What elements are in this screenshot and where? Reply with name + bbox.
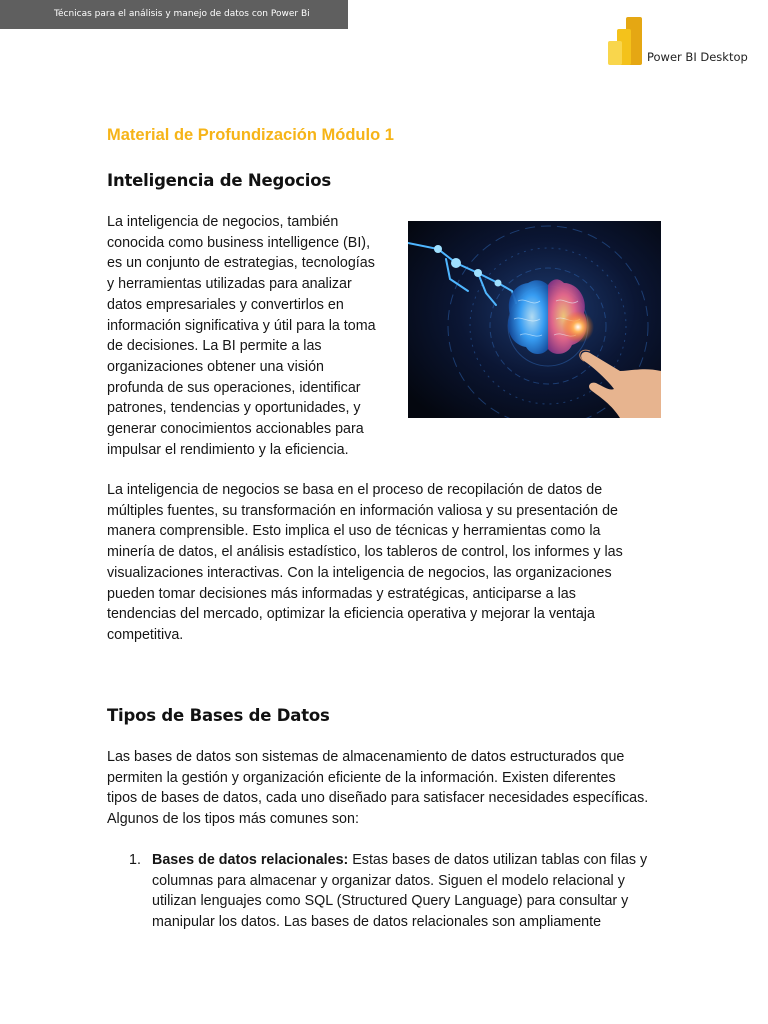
power-bi-logo-icon: [608, 17, 642, 65]
paragraph-line: información significativa y útil para la toma: [107, 317, 376, 334]
brand-name: Power BI Desktop: [647, 50, 748, 64]
paragraph-line: es un conjunto de estrategias, tecnologías: [107, 255, 375, 272]
brand: [608, 17, 758, 67]
paragraph-line: datos empresariales y convertirlos en: [107, 296, 344, 313]
paragraph-line: competitiva.: [107, 626, 184, 643]
section-label: Material de Profundización Módulo 1: [107, 126, 394, 144]
paragraph-bi-intro: [107, 212, 376, 460]
paragraph-line: minería de datos, el análisis estadístico, los tableros de control, los informes y las: [107, 544, 623, 561]
paragraph-line: La inteligencia de negocios, también: [107, 214, 339, 230]
list-item-text: Estas bases de datos utilizan tablas con filas y: [348, 852, 648, 868]
paragraph-database-intro: [107, 747, 648, 830]
paragraph-line: organizaciones obtener una visión: [107, 358, 324, 375]
paragraph-bi-process: [107, 480, 623, 646]
list-item-line: columnas para almacenar y organizar datos. Siguen el modelo relacional y: [152, 872, 625, 889]
heading-database-types: Tipos de Bases de Datos: [107, 706, 330, 725]
ai-brain-illustration-art: [408, 221, 661, 418]
paragraph-line: Algunos de los tipos más comunes son:: [107, 811, 359, 828]
list-item-number: 1.: [129, 852, 141, 868]
paragraph-line: visualizaciones interactivas. Con la inteligencia de negocios, las organizaciones: [107, 564, 612, 581]
paragraph-line: de decisiones. La BI permite a las: [107, 338, 322, 355]
paragraph-line: tipos de bases de datos, cada uno diseñado para satisfacer necesidades específicas.: [107, 790, 649, 807]
document-header-banner: Técnicas para el análisis y manejo de datos con Power Bi: [0, 0, 348, 29]
paragraph-line: Las bases de datos son sistemas de almacenamiento de datos estructurados que: [107, 749, 625, 765]
paragraph-line: permiten la gestión y organización eficiente de la información. Existen diferentes: [107, 769, 616, 786]
list-item-body: [152, 850, 647, 933]
paragraph-line: conocida como business intelligence (BI),: [107, 234, 371, 251]
list-item-term: Bases de datos relacionales:: [152, 852, 349, 868]
paragraph-line: patrones, tendencias y oportunidades, y: [107, 400, 361, 417]
paragraph-line: y herramientas utilizadas para analizar: [107, 276, 352, 293]
ai-brain-illustration: [408, 221, 661, 418]
paragraph-line: impulsar el rendimiento y la eficiencia.: [107, 441, 349, 458]
paragraph-line: profunda de sus operaciones, identificar: [107, 379, 361, 396]
list-item-line: manipular los datos. Las bases de datos relacionales son ampliamente: [152, 914, 602, 931]
heading-business-intelligence: Inteligencia de Negocios: [107, 171, 332, 190]
paragraph-line: tendencias del mercado, optimizar la eficiencia operativa y mejorar la ventaja: [107, 606, 595, 623]
paragraph-line: La inteligencia de negocios se basa en el proceso de recopilación de datos de: [107, 482, 603, 498]
list-item-first-line: [152, 850, 647, 871]
paragraph-line: generar conocimientos accionables para: [107, 421, 364, 438]
paragraph-line: múltiples fuentes, su transformación en información valiosa y su presentación de: [107, 502, 618, 519]
paragraph-line: manera comprensible. Esto implica el uso de técnicas y herramientas como la: [107, 523, 601, 540]
list-item-line: utilizan lenguajes como SQL (Structured Query Language) para consultar y: [152, 893, 629, 910]
paragraph-line: pueden tomar decisiones más informadas y estratégicas, anticiparse a las: [107, 585, 576, 602]
